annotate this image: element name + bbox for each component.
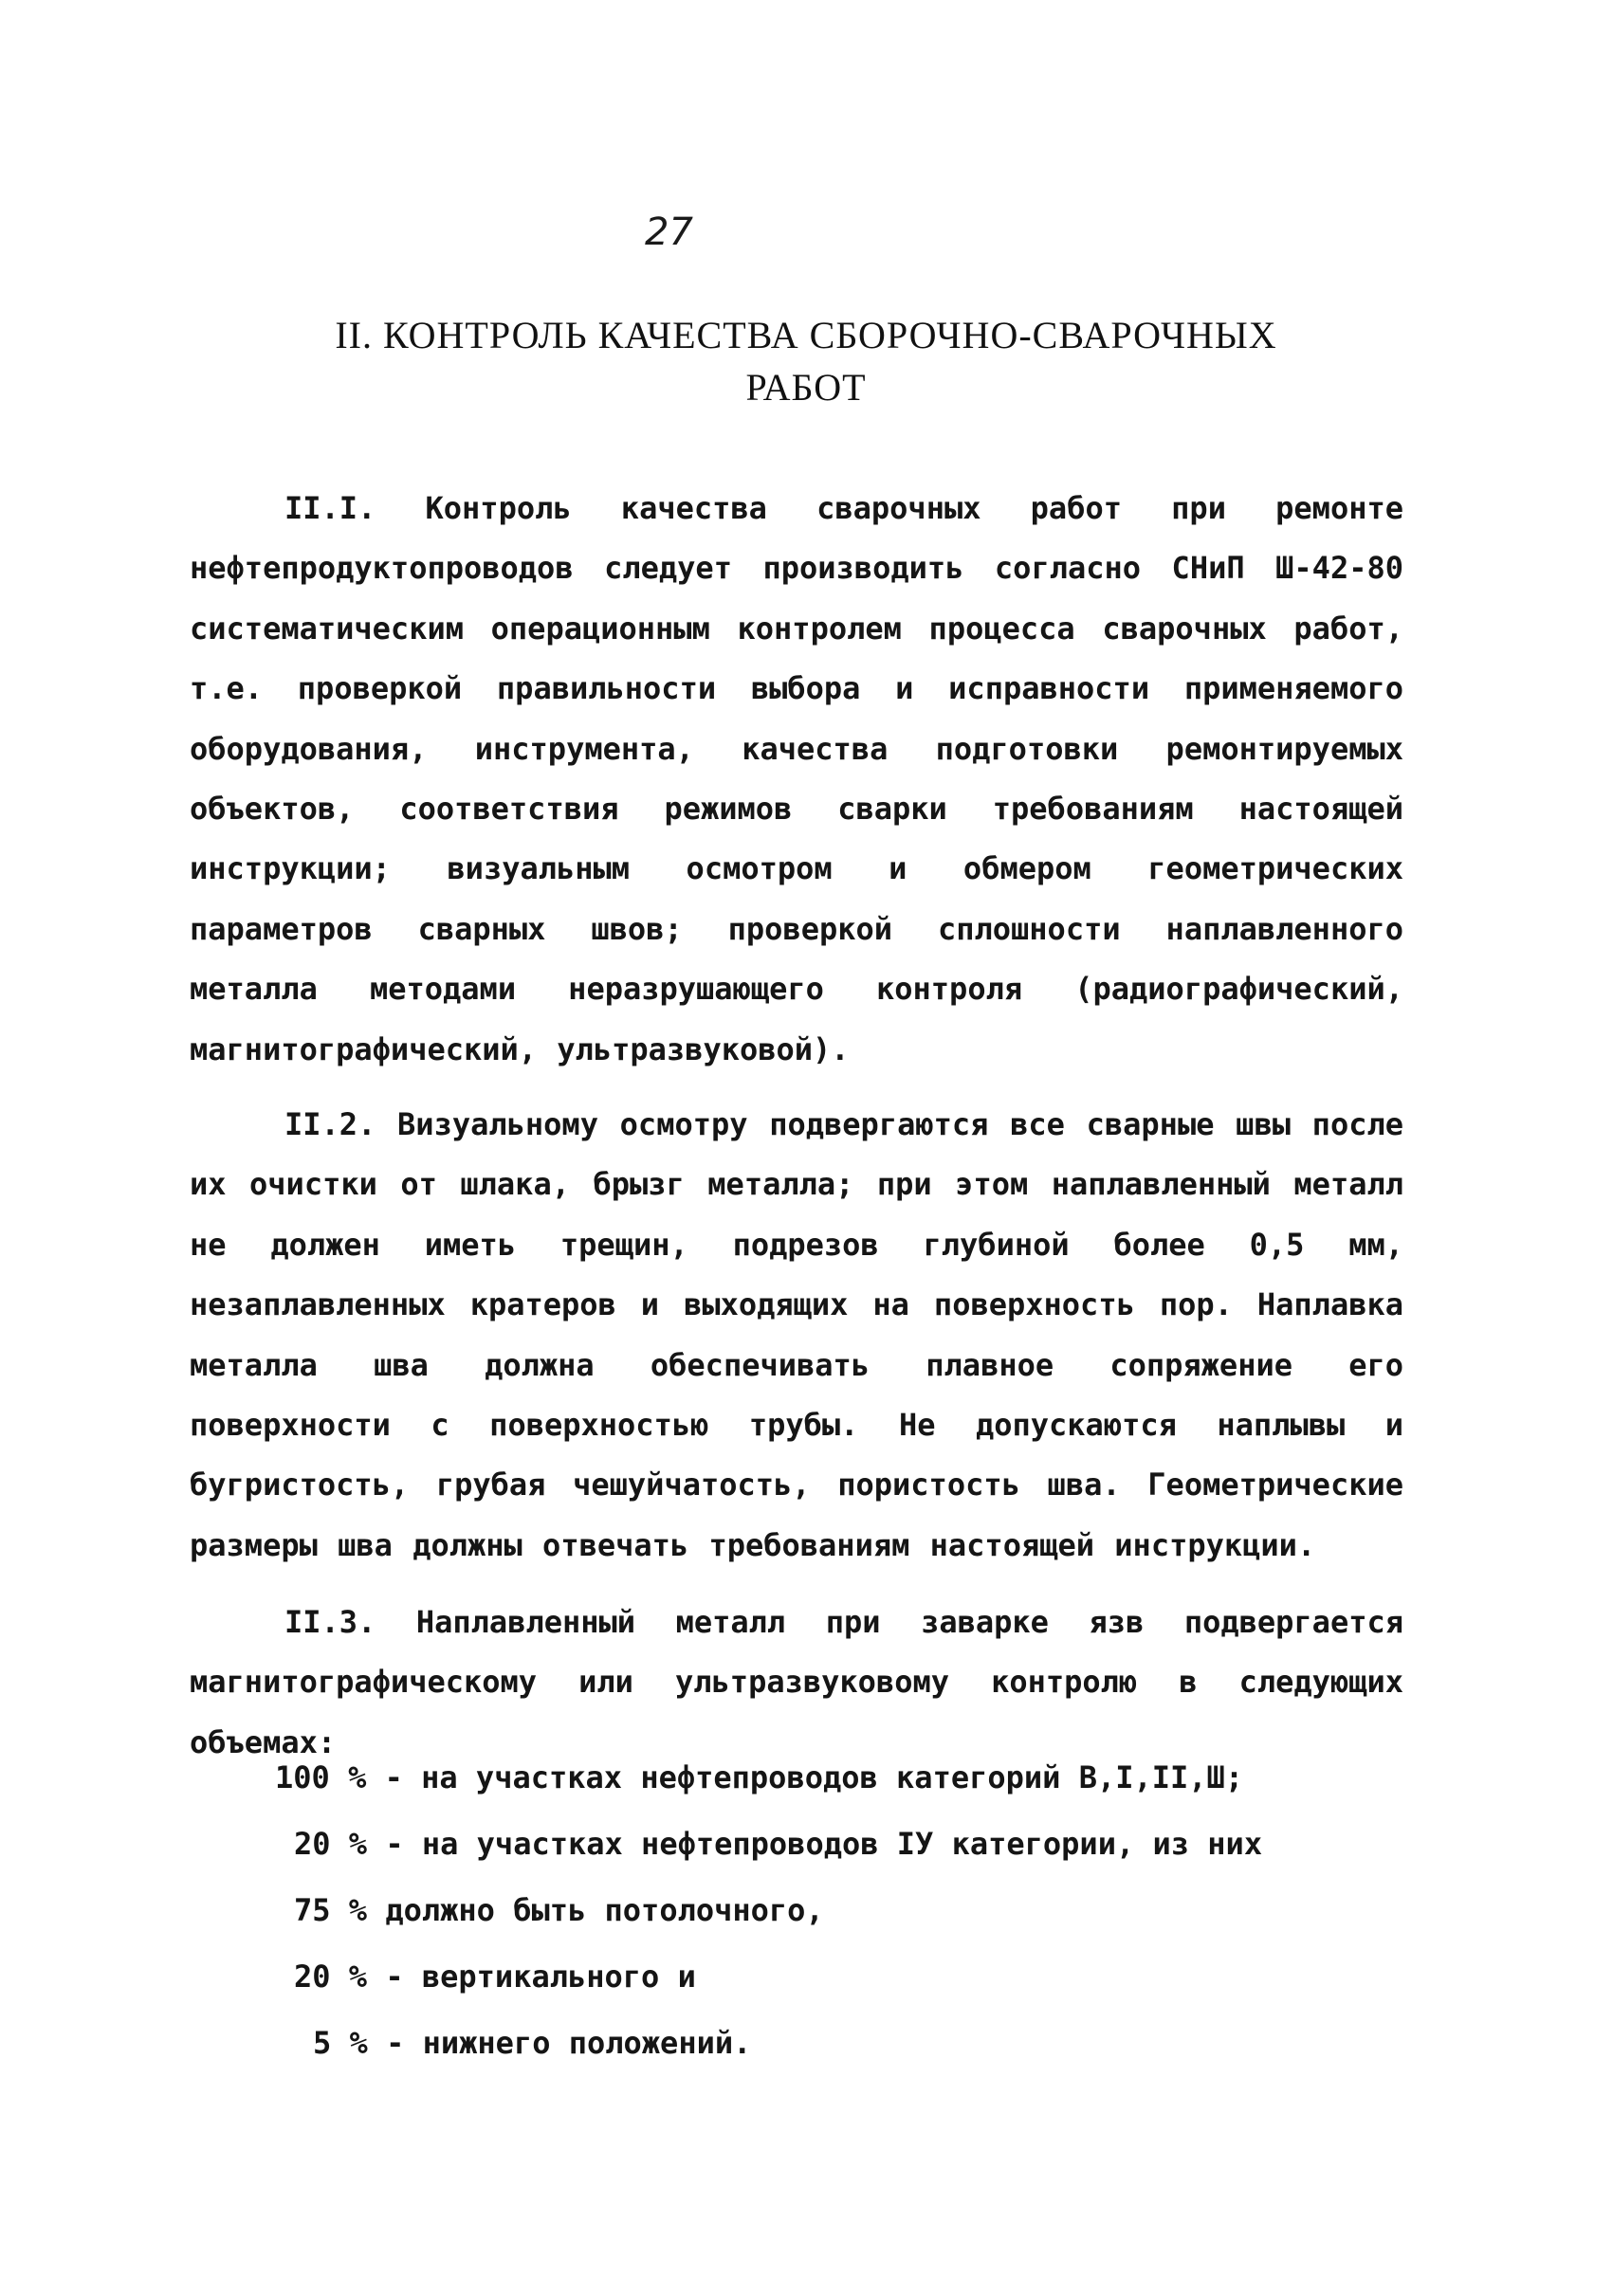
section-heading-line-1: II. КОНТРОЛЬ КАЧЕСТВА СБОРОЧНО-СВАРОЧНЫХ [335, 314, 1277, 356]
list-item: 75 % должно быть потолочного, [294, 1892, 824, 1928]
list-item: 5 % - нижнего положений. [313, 2025, 752, 2061]
paragraph-11-3: II.3. Наплавленный металл при заварке язв подвергается магнитографическому или ультразвуковому контролю в следующих объемах: [190, 1604, 1403, 1760]
list-item: 20 % - на участках нефтепроводов IУ категории, из них [294, 1826, 1263, 1862]
page-number: 27 [645, 210, 693, 254]
list-item: 100 % - на участках нефтепроводов категорий В,I,II,Ш; [275, 1759, 1244, 1795]
paragraph-11-1: II.I. Контроль качества сварочных работ при ремонте нефтепродуктопроводов следует производить согласно СНиП Ш-42-80 систематическим операционным контролем процесса сварочных работ, т.е. проверкой правильности выбора и исправности применяемого оборудования, инструмента, качества подготовки ремонтируемых объектов, соответствия режимов сварки требованиям настоящей инструкции; визуальным осмотром и обмером геометрических параметров сварных швов; проверкой сплошности наплавленного металла методами неразрушающего контроля (радиографический, магнитографический, ультразвуковой). [190, 490, 1403, 1067]
section-heading-line-2: РАБОТ [745, 366, 867, 409]
list-item: 20 % - вертикального и [294, 1959, 696, 1995]
inspection-volume-list [275, 1744, 1262, 2076]
paragraph-11-2: II.2. Визуальному осмотру подвергаются все сварные швы после их очистки от шлака, брызг металла; при этом наплавленный металл не должен иметь трещин, подрезов глубиной более 0,5 мм, незаплавленных кратеров и выходящих на поверхность пор. Наплавка металла шва должна обеспечивать плавное сопряжение его поверхности с поверхностью трубы. Не допускаются наплывы и бугристость, грубая чешуйчатость, пористость шва. Геометрические размеры шва должны отвечать требованиям настоящей инструкции. [190, 1106, 1403, 1563]
